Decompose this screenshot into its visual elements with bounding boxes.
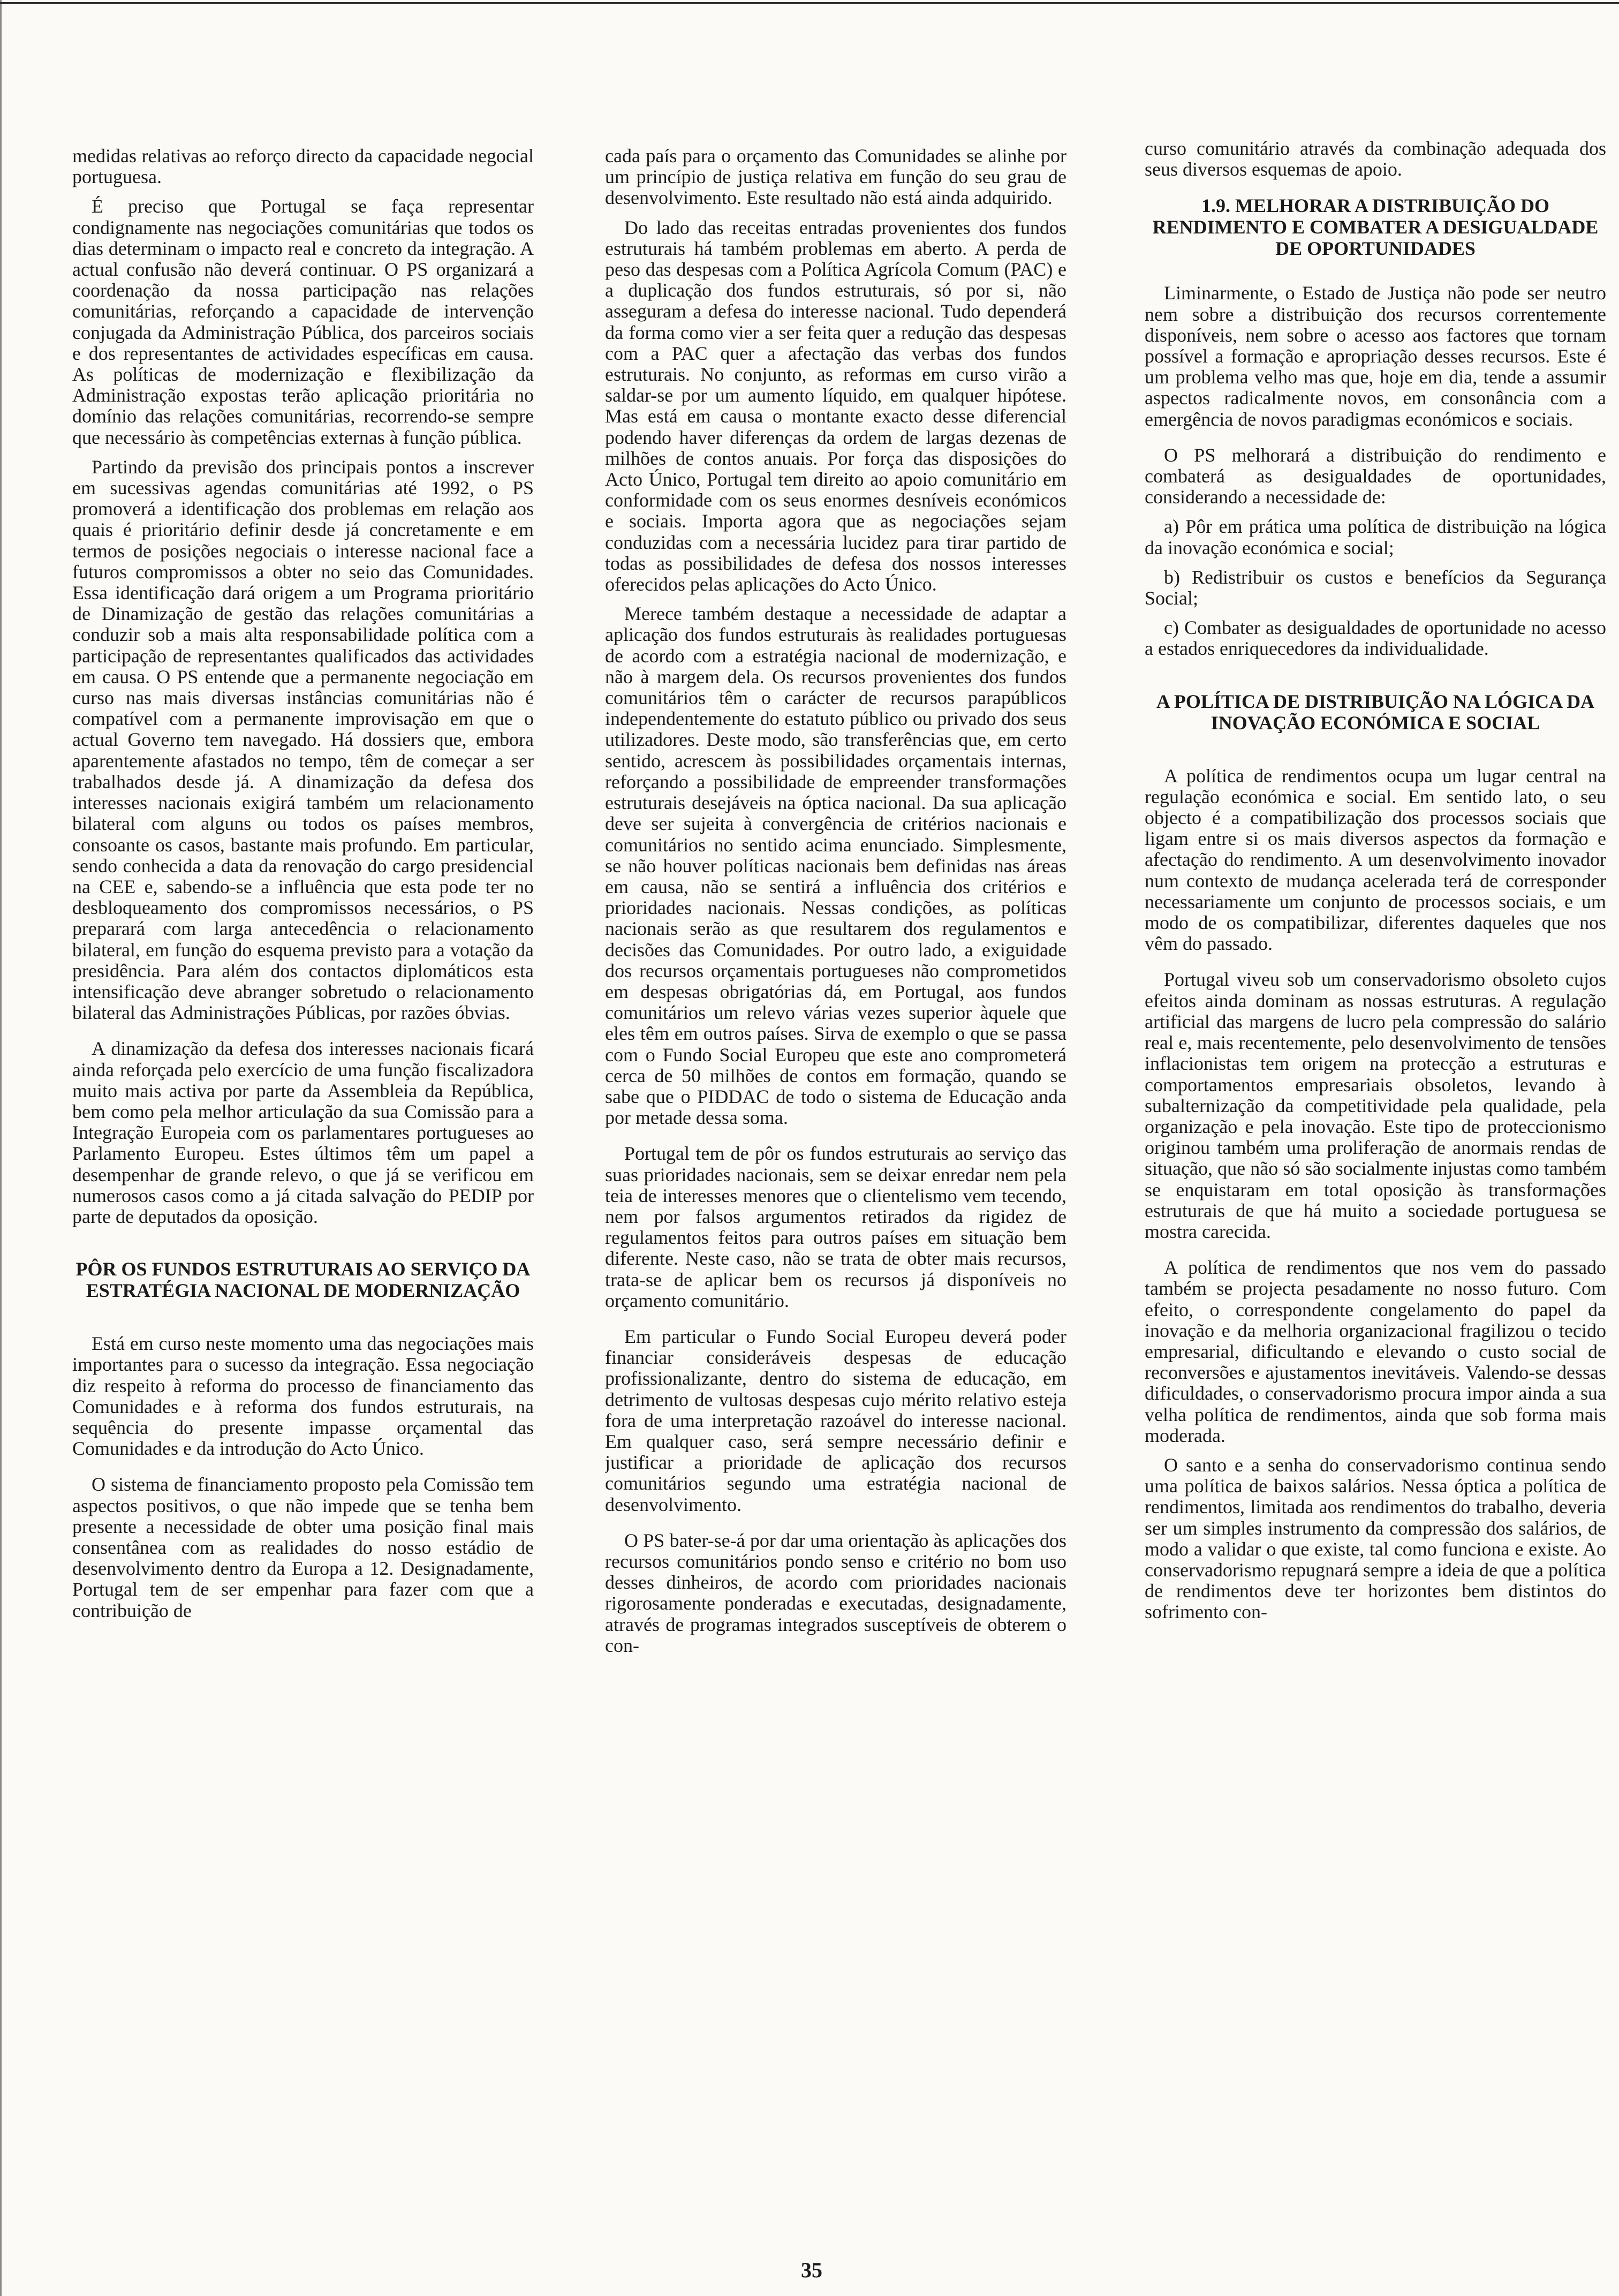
column-3 xyxy=(1145,138,1606,2259)
paragraph: medidas relativas ao reforço directo da capacidade negocial portuguesa. xyxy=(72,146,534,188)
paragraph: O santo e a senha do conservadorismo continua sendo uma política de baixos salários. Nessa óptica a política de rendimentos, limitada aos rendimentos do trabalho, deveria ser um simples instrumento da compressão dos salários, de modo a validar o que existe, tal como funciona e existe. Ao conservadorismo repugnará sempre a ideia de que a política de rendimentos deve ter horizontes bem distintos do sofrimento con- xyxy=(1145,1454,1606,1623)
paragraph: O sistema de financiamento proposto pela Comissão tem aspectos positivos, o que não impede que se tenha bem presente a necessidade de obter uma posição final mais consentânea com as realidades do nosso estádio de desenvolvimento dentro da Europa a 12. Designadamente, Portugal tem de ser empenhar para fazer com que a contribuição de xyxy=(72,1474,534,1621)
column-1 xyxy=(72,146,534,2266)
list-item: b) Redistribuir os custos e benefícios da Segurança Social; xyxy=(1145,566,1606,609)
paragraph: O PS bater-se-á por dar uma orientação às aplicações dos recursos comunitários pondo senso e critério no bom uso desses dinheiros, de acordo com prioridades nacionais rigorosamente ponderadas e executadas, designadamente, através de programas integrados susceptíveis de obterem o con- xyxy=(605,1529,1066,1656)
paragraph: É preciso que Portugal se faça representar condignamente nas negociações comunitárias que todos os dias determinam o impacto real e concreto da integração. A actual confusão não deverá continuar. O PS organizará a coordenação da nossa participação nas relações comunitárias, reforçando a capacidade de intervenção conjugada da Administração Pública, dos parceiros sociais e dos representantes de actividades específicas em causa. As políticas de modernização e flexibilização da Administração expostas terão aplicação prioritária no domínio das relações comunitárias, recorrendo-se sempre que necessário às competências externas à função pública. xyxy=(72,195,534,448)
section-heading: 1.9. MELHORAR A DISTRIBUIÇÃO DO RENDIMENTO E COMBATER A DESIGUALDADE DE OPORTUNIDADES xyxy=(1152,195,1599,260)
paragraph: curso comunitário através da combinação adequada dos seus diversos esquemas de apoio. xyxy=(1145,138,1606,180)
section-heading: PÔR OS FUNDOS ESTRUTURAIS AO SERVIÇO DA ESTRATÉGIA NACIONAL DE MODERNIZAÇÃO xyxy=(75,1258,531,1302)
paragraph: O PS melhorará a distribuição do rendimento e combaterá as desigualdades de oportunidades, considerando a necessidade de: xyxy=(1145,444,1606,508)
paragraph: A dinamização da defesa dos interesses nacionais ficará ainda reforçada pelo exercício de uma função fiscalizadora muito mais activa por parte da Assembleia da República, bem como pela melhor articulação da sua Comissão para a Integração Europeia com os parlamentares portugueses ao Parlamento Europeu. Estes últimos têm um papel a desempenhar de grande relevo, o que já se verificou em numerosos casos como a já citada salvação do PEDIP por parte de deputados da oposição. xyxy=(72,1038,534,1227)
column-2 xyxy=(605,146,1066,2266)
scan-left-edge xyxy=(0,0,2,2296)
paragraph: Portugal viveu sob um conservadorismo obsoleto cujos efeitos ainda dominam as nossas estruturas. A regulação artificial das margens de lucro pela compressão do salário real e, mais recentemente, pelo desenvolvimento de tensões inflacionistas tem origem na protecção a estruturas e comportamentos empresariais obsoletos, levando à subalternização da competitividade pela qualidade, pela organização e pela inovação. Este tipo de proteccionismo originou também uma proliferação de anormais rendas de situação, que não só são socialmente injustas como também se enquistaram em total oposição às transformações estruturais de que há muito a sociedade portuguesa se mostra carecida. xyxy=(1145,969,1606,1242)
paragraph: Em particular o Fundo Social Europeu deverá poder financiar consideráveis despesas de educação profissionalizante, dentro do sistema de educação, em detrimento de vultosas despesas cujo mérito relativo esteja fora de uma interpretação razoável do interesse nacional. Em qualquer caso, será sempre necessário definir e justificar a prioridade de aplicação dos recursos comunitários segundo uma estratégia nacional de desenvolvimento. xyxy=(605,1325,1066,1515)
paragraph: Partindo da previsão dos principais pontos a inscrever em sucessivas agendas comunitárias até 1992, o PS promoverá a identificação dos problemas em relação aos quais é prioritário definir desde já concretamente e em termos de posições negociais o interesse nacional face a futuros compromissos a obter no seio das Comunidades. Essa identificação dará origem a um Programa prioritário de Dinamização de gestão das relações comunitárias a conduzir sob a mais alta responsabilidade política com a participação de representantes qualificados das actividades em causa. O PS entende que a permanente negociação em curso nas mais diversas instâncias comunitárias não é compatível com a permanente improvisação em que o actual Governo tem navegado. Há dossiers que, embora aparentemente afastados no tempo, têm de começar a ser trabalhados desde já. A dinamização da defesa dos interesses nacionais exigirá também um relacionamento bilateral com alguns ou todos os países membros, consoante os casos, bastante mais profundo. Em particular, sendo conhecida a data da renovação do cargo presidencial na CEE e, sabendo-se a influência que esta pode ter no desbloqueamento dos compromissos necessários, o PS preparará com larga antecedência o relacionamento bilateral, em função do esquema previsto para a votação da presidência. Para além dos contactos diplomáticos esta intensificação deve abranger sobretudo o relacionamento bilateral das Administrações Públicas, por razões óbvias. xyxy=(72,456,534,1024)
paragraph: Portugal tem de pôr os fundos estruturais ao serviço das suas prioridades nacionais, sem se deixar enredar nem pela teia de interesses menores que o clientelismo vem tecendo, nem por falsos argumentos retirados da rigidez de regulamentos feitos para outros países em situação bem diferente. Neste caso, não se trata de obter mais recursos, trata-se de aplicar bem os recursos já disponíveis no orçamento comunitário. xyxy=(605,1143,1066,1311)
paragraph: cada país para o orçamento das Comunidades se alinhe por um princípio de justiça relativa em função do seu grau de desenvolvimento. Este resultado não está ainda adquirido. xyxy=(605,146,1066,209)
paragraph: A política de rendimentos ocupa um lugar central na regulação económica e social. Em sentido lato, o seu objecto é a compatibilização dos processos sociais que ligam entre si os mais diversos aspectos da formação e afectação do rendimento. A um desenvolvimento inovador num contexto de mudança acelerada terá de corresponder necessariamente um conjunto de processos sociais, e um modo de os compatibilizar, diferentes daqueles que nos vêm do passado. xyxy=(1145,765,1606,955)
paragraph: Liminarmente, o Estado de Justiça não pode ser neutro nem sobre a distribuição dos recursos correntemente disponíveis, nem sobre o acesso aos factores que tornam possível a formação e apropriação desses recursos. Este é um problema velho mas que, hoje em dia, tende a assumir aspectos radicalmente novos, em consonância com a emergência de novos paradigmas económicos e sociais. xyxy=(1145,282,1606,430)
list-item: c) Combater as desigualdades de oportunidade no acesso a estados enriquecedores da individualidade. xyxy=(1145,617,1606,660)
subsection-heading: A POLÍTICA DE DISTRIBUIÇÃO NA LÓGICA DA INOVAÇÃO ECONÓMICA E SOCIAL xyxy=(1156,690,1595,734)
page-top-rule xyxy=(0,2,1619,4)
paragraph: Do lado das receitas entradas provenientes dos fundos estruturais há também problemas em aberto. A perda de peso das despesas com a Política Agrícola Comum (PAC) e a duplicação dos fundos estruturais, só por si, não asseguram a defesa do interesse nacional. Tudo dependerá da forma como vier a ser feita quer a redução das despesas com a PAC quer a afectação das verbas dos fundos estruturais. No conjunto, as reformas em curso virão a saldar-se por um aumento líquido, em qualquer hipótese. Mas está em causa o montante exacto desse diferencial podendo haver diferenças da ordem de largas dezenas de milhões de contos anuais. Por força das disposições do Acto Único, Portugal tem direito ao apoio comunitário em conformidade com os seus enormes desníveis económicos e sociais. Importa agora que as negociações sejam conduzidas com a necessária lucidez para tirar partido de todas as possibilidades de defesa dos nossos interesses oferecidos pelas aplicações do Acto Único. xyxy=(605,216,1066,595)
page-number: 35 xyxy=(801,2258,822,2282)
paragraph: Merece também destaque a necessidade de adaptar a aplicação dos fundos estruturais às realidades portuguesas de acordo com a estratégia nacional de modernização, e não à margem dela. Os recursos provenientes dos fundos comunitários têm o carácter de recursos parapúblicos independentemente do estatuto público ou privado dos seus utilizadores. Deste modo, são transferências que, em certo sentido, acrescem às possibilidades orçamentais internas, reforçando a possibilidade de empreender transformações estruturais desejáveis na óptica nacional. Da sua aplicação deve ser sujeita à convergência de critérios nacionais e comunitários no sentido acima enunciado. Simplesmente, se não houver políticas nacionais bem definidas nas áreas em causa, não se sentirá a influência dos critérios e prioridades nacionais. Nessas condições, as políticas nacionais serão as que resultarem dos regulamentos e decisões das Comunidades. Por outro lado, a exiguidade dos recursos orçamentais portugueses não comprometidos em despesas obrigatórias dá, em Portugal, aos fundos comunitários um relevo várias vezes superior àquele que eles têm em outros países. Sirva de exemplo o que se passa com o Fundo Social Europeu que este ano comprometerá cerca de 50 milhões de contos em formação, quando se sabe que o PIDDAC de todo o sistema de Educação anda por metade dessa soma. xyxy=(605,603,1066,1129)
paragraph: Está em curso neste momento uma das negociações mais importantes para o sucesso da integração. Essa negociação diz respeito à reforma do processo de financiamento das Comunidades e à reforma dos fundos estruturais, na sequência do presente impasse orçamental das Comunidades e da introdução do Acto Único. xyxy=(72,1333,534,1460)
paragraph: A política de rendimentos que nos vem do passado também se projecta pesadamente no nosso futuro. Com efeito, o correspondente congelamento do papel da inovação e da melhoria organizacional fragilizou o tecido empresarial, dificultando e elevando o custo social de reconversões e ajustamentos inevitáveis. Valendo-se dessas dificuldades, o conservadorismo procura impor ainda a sua velha política de rendimentos, ainda que sob forma mais moderada. xyxy=(1145,1257,1606,1446)
list-item: a) Pôr em prática uma política de distribuição na lógica da inovação económica e social; xyxy=(1145,516,1606,558)
